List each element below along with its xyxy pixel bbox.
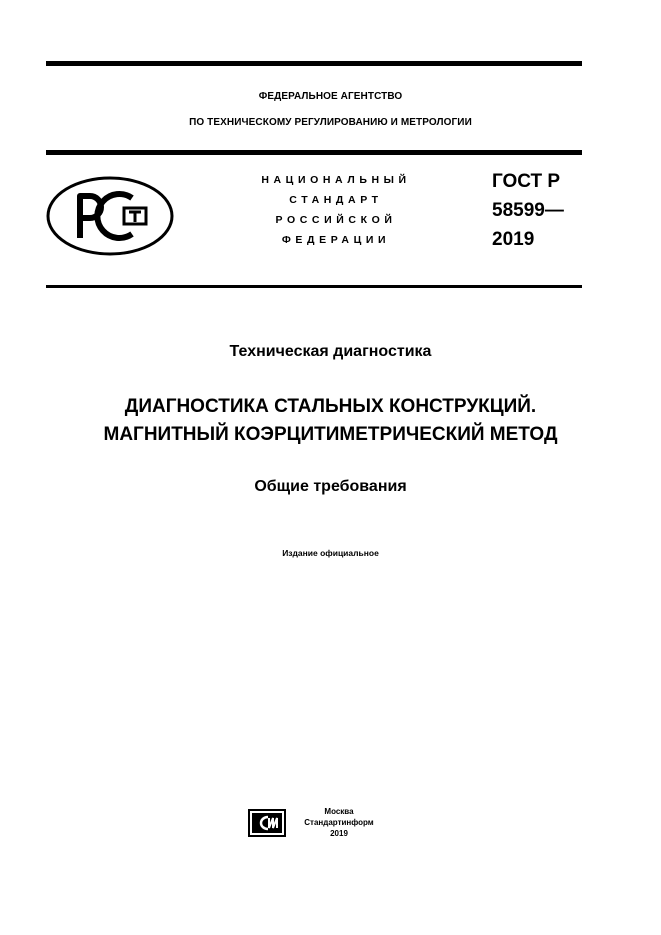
- gost-number-line-3: 2019: [492, 229, 535, 250]
- agency-line-1: ФЕДЕРАЛЬНОЕ АГЕНТСТВО: [258, 91, 403, 102]
- national-standard-line-2: СТАНДАРТ: [289, 194, 383, 206]
- subtitle: Общие требования: [254, 478, 407, 495]
- agency-line-2: ПО ТЕХНИЧЕСКОМУ РЕГУЛИРОВАНИЮ И МЕТРОЛОГИИ: [189, 117, 472, 128]
- upper-rule: [46, 150, 582, 155]
- publisher-year: 2019: [330, 829, 348, 838]
- gost-number-line-2: 58599—: [492, 200, 564, 221]
- main-title-line-1: ДИАГНОСТИКА СТАЛЬНЫХ КОНСТРУКЦИЙ.: [124, 396, 537, 417]
- national-standard-line-3: РОССИЙСКОЙ: [275, 214, 397, 226]
- national-standard-line-4: ФЕДЕРАЦИИ: [281, 234, 391, 246]
- lower-rule: [46, 285, 582, 288]
- publisher-name: Стандартинформ: [304, 818, 374, 827]
- main-title-line-2: МАГНИТНЫЙ КОЭРЦИТИМЕТРИЧЕСКИЙ МЕТОД: [103, 424, 558, 445]
- gost-number-line-1: ГОСТ Р: [492, 171, 561, 192]
- edition-note: Издание официальное: [282, 548, 379, 558]
- publisher-city: Москва: [324, 807, 354, 816]
- standartinform-logo-icon: [248, 809, 286, 837]
- category-title: Техническая диагностика: [229, 343, 432, 360]
- top-rule: [46, 61, 582, 66]
- rst-emblem-icon: [46, 176, 174, 256]
- national-standard-line-1: НАЦИОНАЛЬНЫЙ: [261, 174, 411, 186]
